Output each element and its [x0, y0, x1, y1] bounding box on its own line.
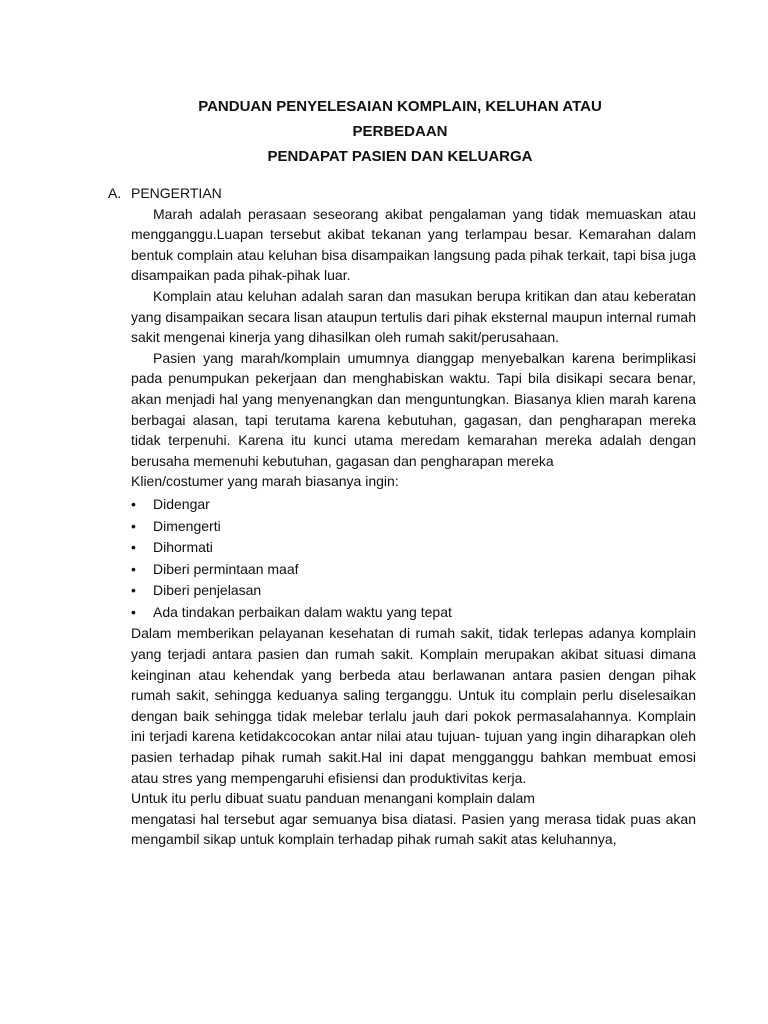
title-line-1: PANDUAN PENYELESAIAN KOMPLAIN, KELUHAN ATAU	[198, 98, 602, 115]
list-item-text: Diberi permintaan maaf	[153, 560, 299, 577]
bullet-icon: •	[131, 582, 136, 599]
section-title: PENGERTIAN	[131, 185, 222, 201]
list-item	[131, 516, 696, 538]
bullet-icon: •	[131, 517, 136, 534]
list-item	[131, 602, 696, 624]
bullet-icon: •	[131, 539, 136, 556]
list-item	[131, 559, 696, 581]
section-letter: A.	[108, 185, 122, 201]
title-line-2: PERBEDAAN	[352, 123, 448, 140]
list-item-text: Ada tindakan perbaikan dalam waktu yang tepat	[153, 603, 452, 620]
document-title	[100, 94, 700, 169]
bullet-icon: •	[131, 560, 136, 577]
list-item-text: Dimengerti	[153, 517, 221, 534]
list-item	[131, 494, 696, 516]
list-item	[131, 537, 696, 559]
section-heading	[108, 183, 696, 204]
document-content	[108, 183, 696, 850]
list-intro: Klien/costumer yang marah biasanya ingin:	[131, 473, 399, 490]
title-line-3: PENDAPAT PASIEN DAN KELUARGA	[267, 148, 533, 165]
list-item-text: Diberi penjelasan	[153, 582, 262, 599]
paragraph-definition-complaint: Komplain atau keluhan adalah saran dan masukan berupa kritikan dan atau keberatan yang disampaikan secara lisan ataupun tertulis dari pihak eksternal maupun internal rumah sakit mengenai kinerja yang dihasilkan oleh rumah sakit/perusahaan.	[131, 287, 696, 346]
paragraph-service-complaint: Dalam memberikan pelayanan kesehatan di rumah sakit, tidak terlepas adanya komplain yang terjadi antara pasien dan rumah sakit. Komplain merupakan akibat situasi dimana keinginan atau kehendak yang berbeda atau berlawanan antara pasien dengan pihak rumah sakit, sehingga keduanya saling terganggu. Untuk itu complain perlu diselesaikan dengan baik sehingga tidak melebar terlalu jauh dari pokok permasalahannya. Komplain ini terjadi karena ketidakcocokan antar nilai atau tujuan- tujuan yang ingin diharapkan oleh pasien terhadap pihak rumah sakit.Hal ini dapat mengganggu bahkan membuat emosi atau stres yang mempengaruhi efisiensi dan produktivitas kerja.	[131, 625, 696, 786]
list-item-text: Didengar	[153, 495, 210, 512]
list-item-text: Dihormati	[153, 539, 213, 556]
paragraph-definition-anger: Marah adalah perasaan seseorang akibat pengalaman yang tidak memuaskan atau mengganggu.Luapan tersebut akibat tekanan yang terlampau besar. Kemarahan dalam bentuk complain atau keluhan bisa disampaikan langsung pada pihak terkait, tapi bisa juga disampaikan pada pihak-pihak luar.	[131, 205, 696, 284]
bullet-icon: •	[131, 603, 136, 620]
paragraph-guide-continued: mengatasi hal tersebut agar semuanya bisa diatasi. Pasien yang merasa tidak puas akan mengambil sikap untuk komplain terhadap pihak rumah sakit atas keluhannya,	[131, 810, 696, 848]
paragraph-guide-line-1: Untuk itu perlu dibuat suatu panduan menangani komplain dalam	[131, 790, 535, 807]
bullet-icon: •	[131, 495, 136, 512]
wishes-list	[131, 494, 696, 624]
list-item	[131, 580, 696, 602]
paragraph-angry-patient: Pasien yang marah/komplain umumnya dianggap menyebalkan karena berimplikasi pada penumpukan pekerjaan dan menghabiskan waktu. Tapi bila disikapi secara benar, akan menjadi hal yang menyenangkan dan menguntungkan. Biasanya klien marah karena berbagai alasan, tapi terutama karena kebutuhan, gagasan, dan pengharapan mereka tidak terpenuhi. Karena itu kunci utama meredam kemarahan mereka adalah dengan berusaha memenuhi kebutuhan, gagasan dan pengharapan mereka	[131, 349, 696, 469]
section-body	[131, 204, 696, 850]
